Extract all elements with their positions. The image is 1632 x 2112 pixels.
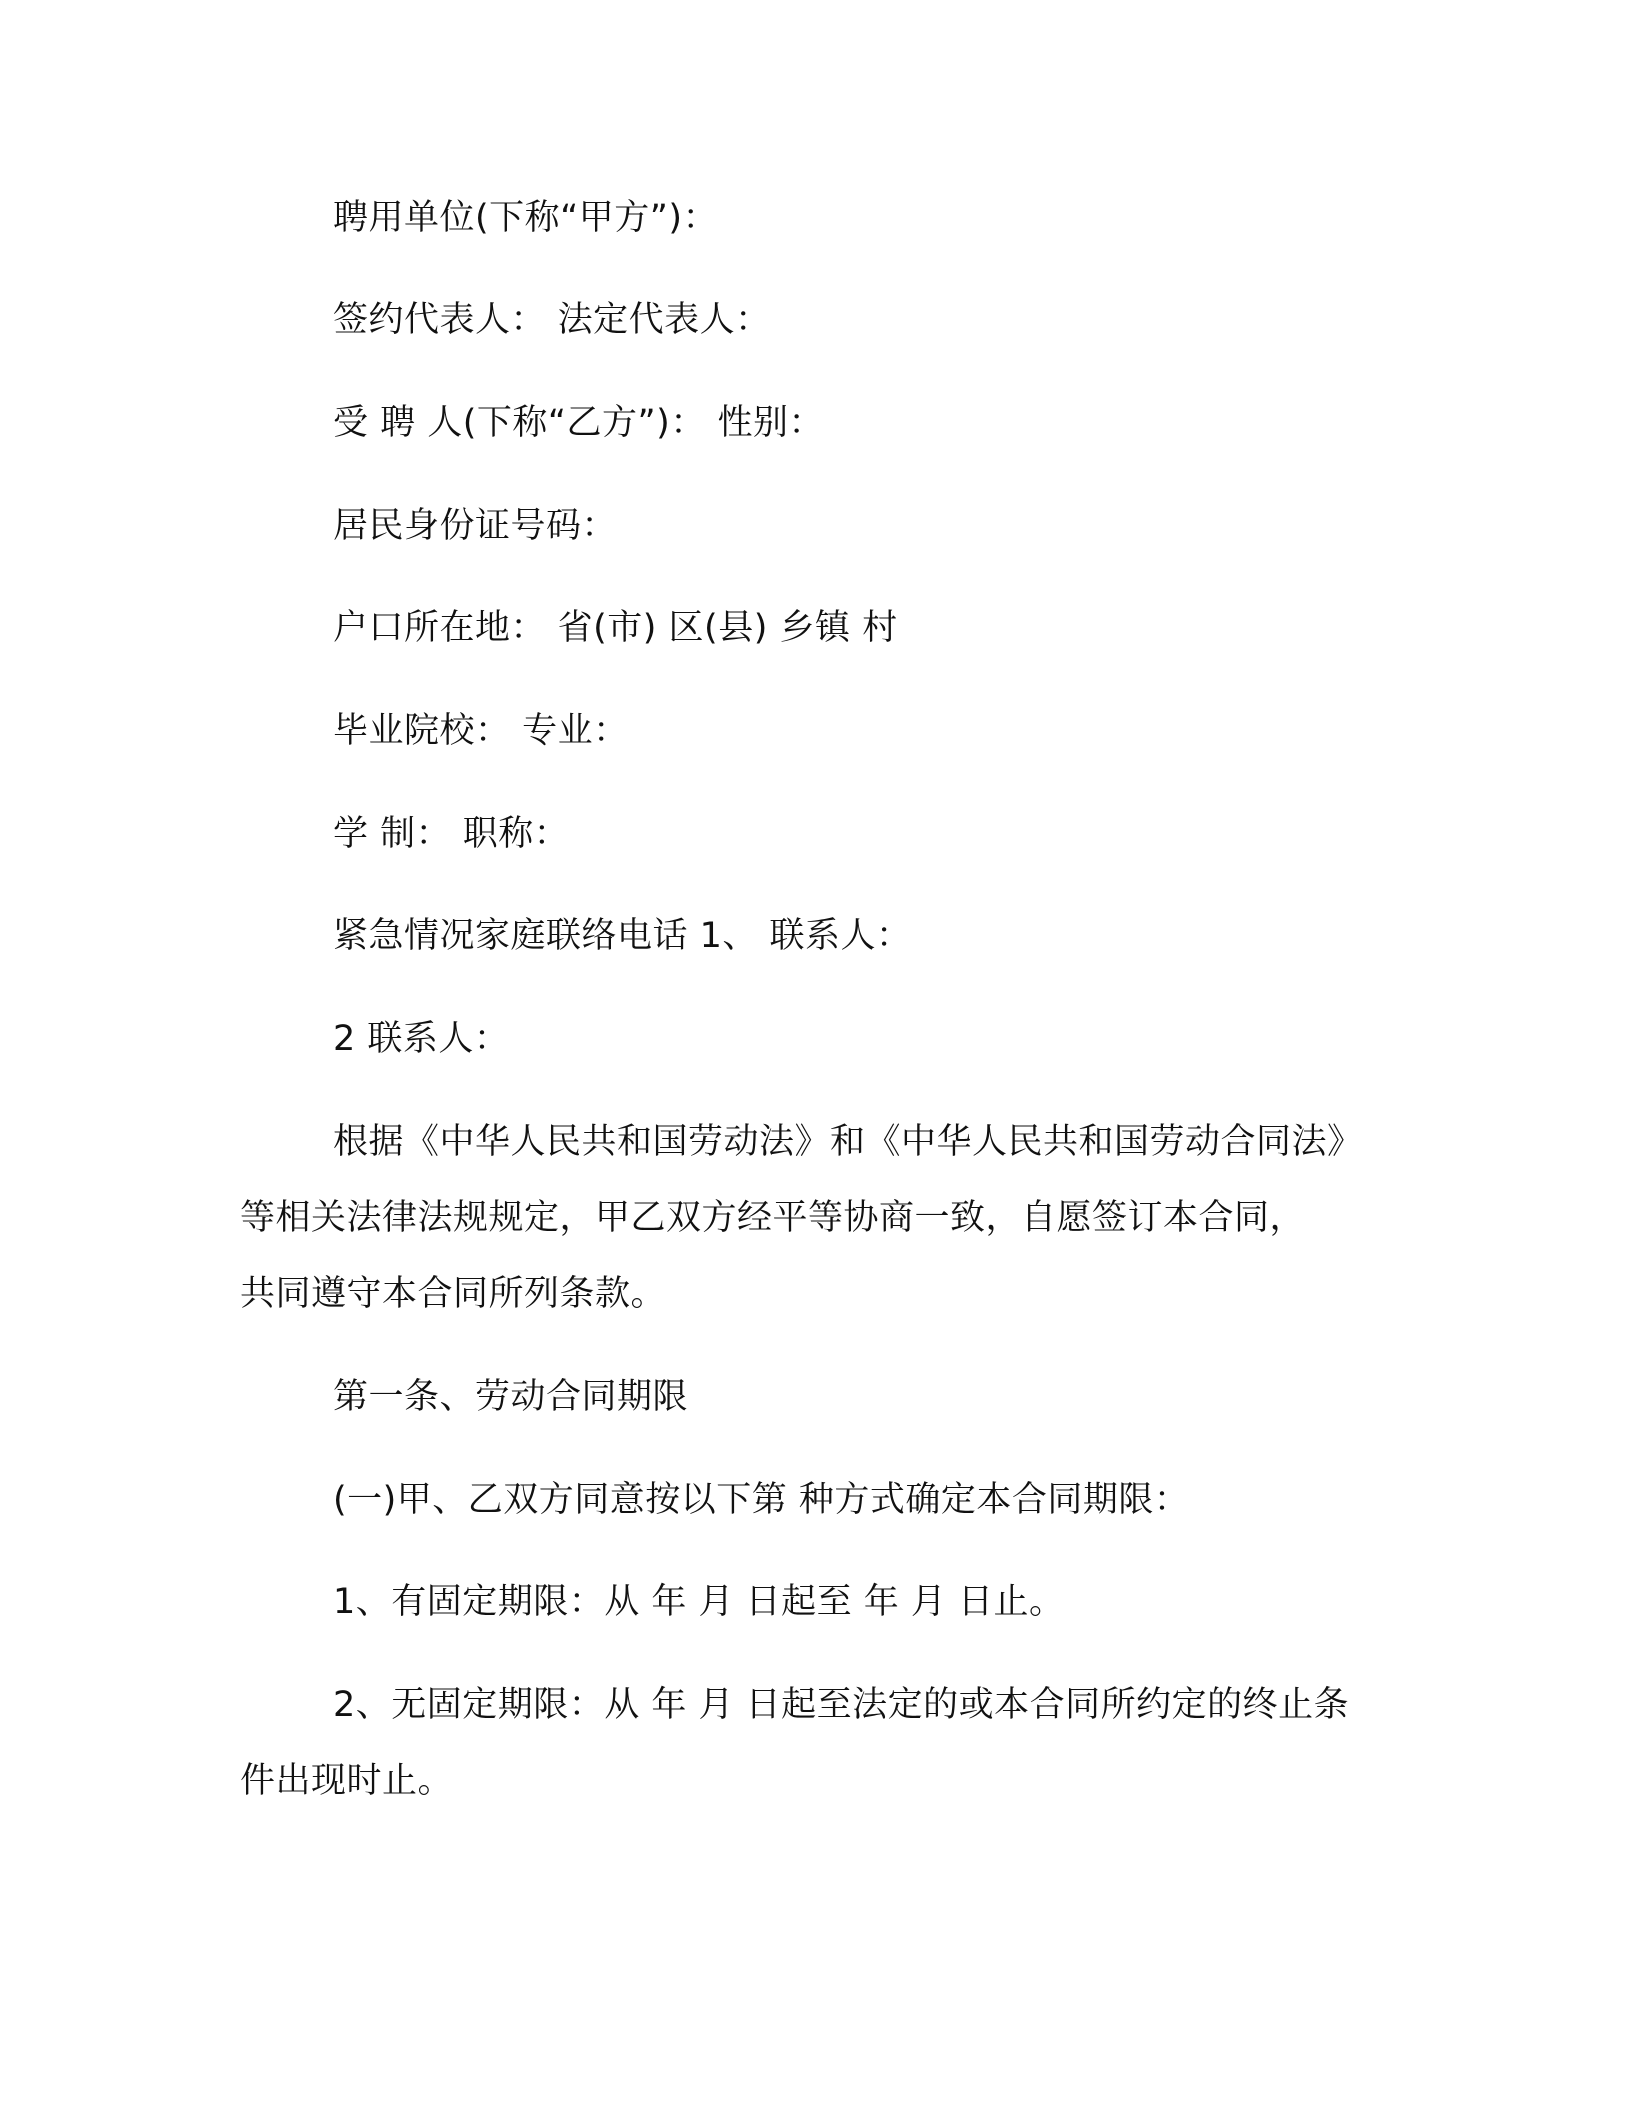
- preamble-line-1: 根据《中华人民共和国劳动法》和《中华人民共和国劳动合同法》: [333, 1122, 1363, 1162]
- field-household-registration: 户口所在地： 省(市) 区(县) 乡镇 村: [333, 608, 898, 648]
- field-signing-representative: 签约代表人： 法定代表人：: [333, 300, 771, 340]
- field-emergency-contact-1: 紧急情况家庭联络电话 1、 联系人：: [333, 916, 912, 956]
- field-emergency-contact-2: 2 联系人：: [333, 1019, 510, 1059]
- field-employee: 受 聘 人(下称“乙方”)： 性别：: [333, 403, 824, 443]
- preamble-line-3: 共同遵守本合同所列条款。: [240, 1274, 667, 1314]
- option-fixed-term: 1、有固定期限：从 年 月 日起至 年 月 日止。: [333, 1582, 1065, 1622]
- field-employer: 聘用单位(下称“甲方”)：: [333, 198, 719, 238]
- field-id-number: 居民身份证号码：: [333, 506, 618, 546]
- preamble-line-2: 等相关法律法规规定，甲乙双方经平等协商一致，自愿签订本合同，: [240, 1198, 1306, 1238]
- clause-intro: (一)甲、乙双方同意按以下第 种方式确定本合同期限：: [333, 1480, 1190, 1520]
- field-school-major: 毕业院校： 专业：: [333, 711, 629, 751]
- option-open-term-line-2: 件出现时止。: [240, 1761, 454, 1801]
- option-open-term-line-1: 2、无固定期限：从 年 月 日起至法定的或本合同所约定的终止条: [333, 1685, 1350, 1725]
- article-title: 第一条、劳动合同期限: [333, 1377, 689, 1417]
- field-education-title: 学 制： 职称：: [333, 814, 570, 854]
